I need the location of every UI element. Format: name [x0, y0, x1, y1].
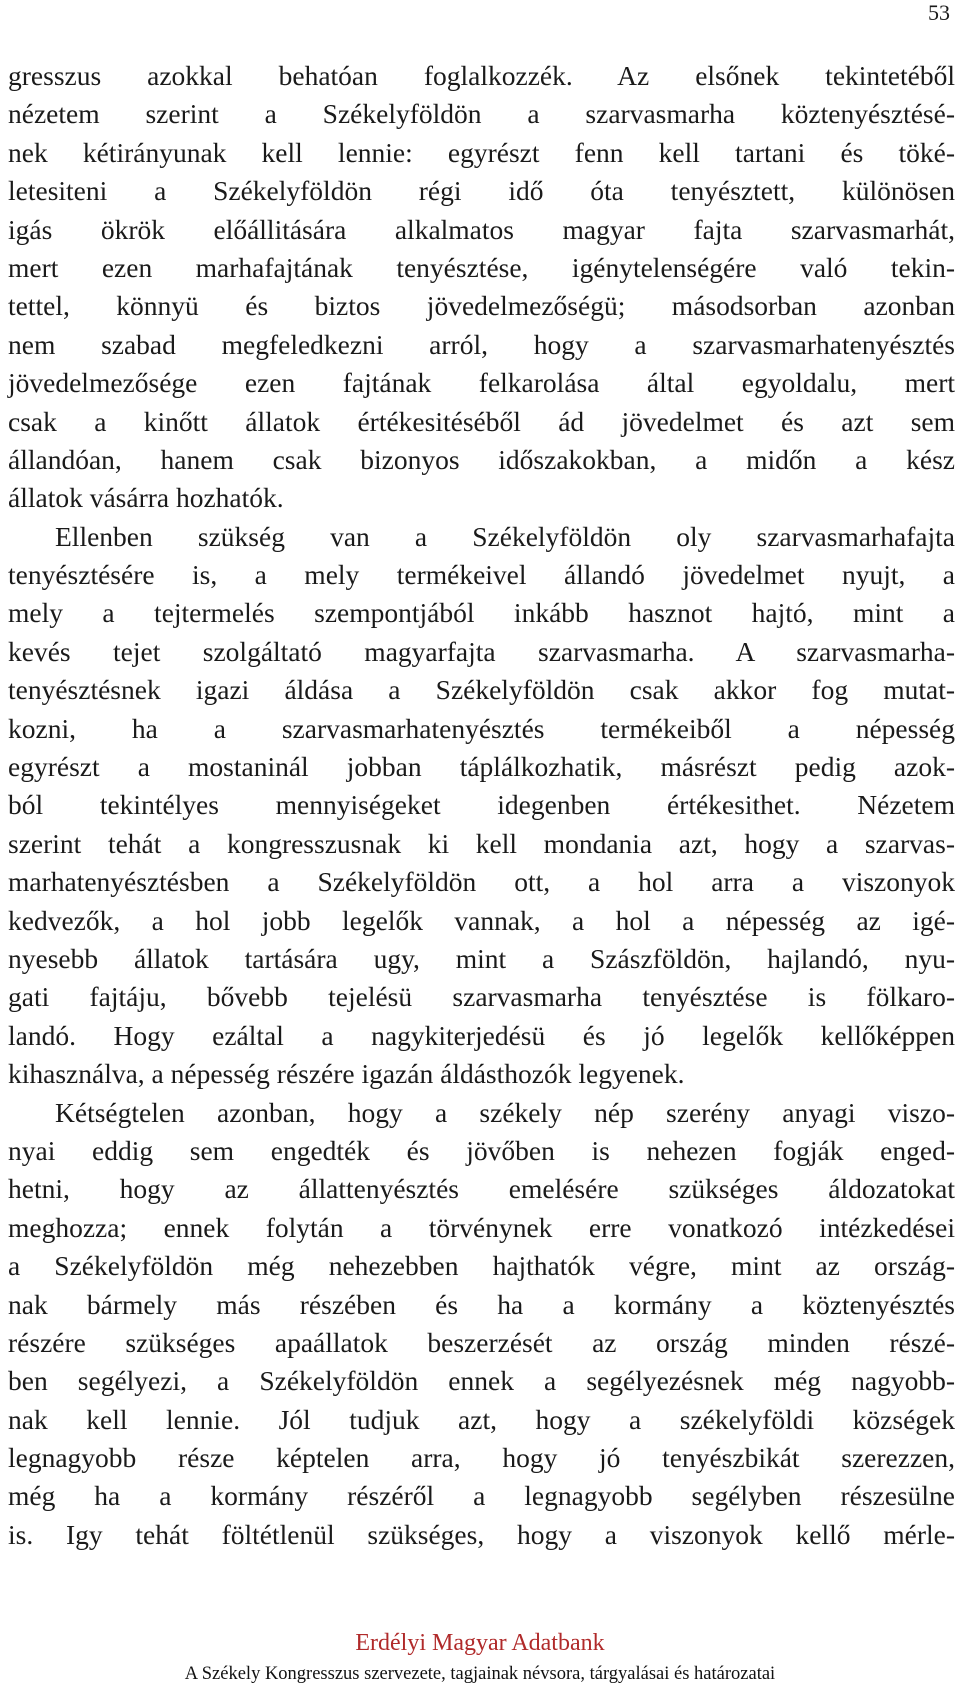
page-number: 53 — [928, 0, 950, 25]
text-line: tenyésztésnek igazi áldása a Székelyföldön csak akkor fog mutat- — [8, 674, 955, 706]
text-line: is. Igy tehát föltétlenül szükséges, hogy a viszonyok kellő mérle- — [8, 1518, 955, 1550]
text-line: letesiteni a Székelyföldön régi idő óta tenyésztett, különösen — [8, 175, 955, 207]
text-line: mely a tejtermelés szempontjából inkább hasznot hajtó, mint a — [8, 597, 955, 629]
text-line: még ha a kormány részéről a legnagyobb segélyben részesülne — [8, 1480, 955, 1512]
text-line: kihasználva, a népesség részére igazán áldásthozók legyenek. — [8, 1058, 685, 1090]
text-line: mert ezen marhafajtának tenyésztése, igénytelenségére való tekin- — [8, 251, 955, 283]
text-line: marhatenyésztésben a Székelyföldön ott, a hol arra a viszonyok — [8, 866, 955, 898]
text-line: nak bármely más részében és ha a kormány a köztenyésztés — [8, 1288, 955, 1320]
text-line: részére szükséges apaállatok beszerzését az ország minden részé- — [8, 1326, 955, 1358]
paragraph — [8, 518, 955, 1094]
text-line: kozni, ha a szarvasmarhatenyésztés termékeiből a népesség — [8, 712, 955, 744]
text-line: nak kell lennie. Jól tudjuk azt, hogy a székelyföldi községek — [8, 1403, 955, 1435]
text-line: ból tekintélyes mennyiségeket idegenben értékesithet. Nézetem — [8, 789, 955, 821]
text-line: gati fajtáju, bővebb tejelésü szarvasmarha tenyésztése is fölkaro- — [8, 981, 955, 1013]
text-line: nem szabad megfeledkezni arról, hogy a szarvasmarhatenyésztés — [8, 328, 955, 360]
footer-subtitle: A Székely Kongresszus szervezete, tagjainak névsora, tárgyalásai és határozatai — [184, 1664, 776, 1684]
text-line: legnagyobb része képtelen arra, hogy jó tenyészbikát szerezzen, — [8, 1442, 955, 1474]
text-line: a Székelyföldön még nehezebben hajthatók végre, mint az ország- — [8, 1250, 955, 1282]
text-line: Kétségtelen azonban, hogy a székely nép szerény anyagi viszo- — [55, 1096, 955, 1128]
text-line: jövedelmezősége ezen fajtának felkarolása által egyoldalu, mert — [8, 367, 955, 399]
text-line: gresszus azokkal behatóan foglalkozzék. Az elsőnek tekintetéből — [8, 60, 955, 91]
text-line: landó. Hogy ezáltal a nagykiterjedésü és jó legelők kellőképpen — [8, 1019, 955, 1051]
text-line: nézetem szerint a Székelyföldön a szarvasmarha köztenyésztésé- — [8, 98, 955, 130]
text-line: állatok vásárra hozhatók. — [8, 482, 284, 514]
text-line: nyai eddig sem engedték és jövőben is nehezen fogják enged- — [8, 1134, 955, 1166]
text-line: kedvezők, a hol jobb legelők vannak, a hol a népesség az igé- — [8, 904, 955, 936]
text-line: ben segélyezi, a Székelyföldön ennek a segélyezésnek még nagyobb- — [8, 1365, 955, 1397]
text-line: hetni, hogy az állattenyésztés emelésére szükséges áldozatokat — [8, 1173, 955, 1205]
text-line: meghozza; ennek folytán a törvénynek erre vonatkozó intézkedései — [8, 1211, 955, 1243]
text-line: igás ökrök előállitására alkalmatos magyar fajta szarvasmarhát, — [8, 213, 955, 245]
text-line: állandóan, hanem csak bizonyos időszakokban, a midőn a kész — [8, 443, 955, 475]
text-line: szerint tehát a kongresszusnak ki kell mondania azt, hogy a szarvas- — [8, 827, 955, 859]
text-line: nyesebb állatok tartására ugy, mint a Szászföldön, hajlandó, nyu- — [8, 942, 955, 974]
text-line: nek kétirányunak kell lennie: egyrészt fenn kell tartani és töké- — [8, 136, 955, 168]
text-line: csak a kinőtt állatok értékesitéséből ád jövedelmet és azt sem — [8, 405, 955, 437]
footer-title: Erdélyi Magyar Adatbank — [355, 1630, 605, 1656]
paragraph — [8, 1094, 955, 1555]
document-body — [8, 57, 955, 1554]
text-line: tenyésztésére is, a mely termékeivel állandó jövedelmet nyujt, a — [8, 559, 955, 591]
text-line: kevés tejet szolgáltató magyarfajta szarvasmarha. A szarvasmarha- — [8, 635, 955, 667]
text-line: tettel, könnyü és biztos jövedelmezőségü; másodsorban azonban — [8, 290, 955, 322]
text-line: egyrészt a mostaninál jobban táplálkozhatik, másrészt pedig azok- — [8, 751, 955, 783]
paragraph — [8, 57, 955, 518]
text-line: Ellenben szükség van a Székelyföldön oly szarvasmarhafajta — [55, 520, 955, 552]
